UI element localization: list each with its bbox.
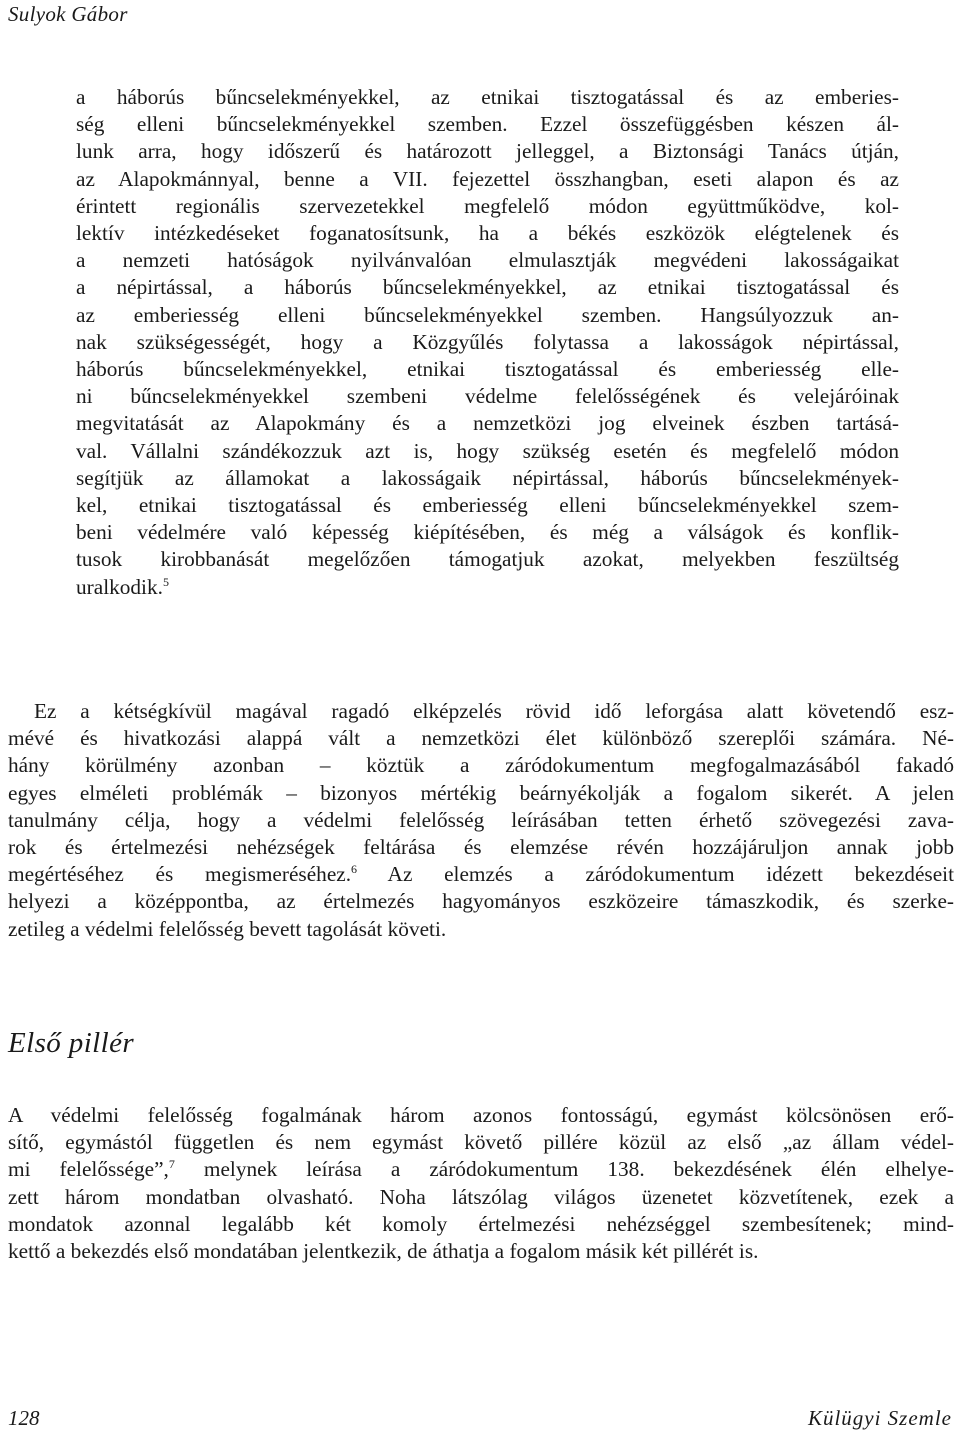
block-quote: [76, 84, 899, 601]
paragraph-line: rok és értelmezési nehézségek feltárása és elemzése révén hozzájáruljon annak jobb: [8, 835, 954, 860]
paragraph-line: tanulmány célja, hogy a védelmi felelősség leírásában tetten érhető szövegezési zava-: [8, 807, 954, 832]
quote-line: a nemzeti hatóságok nyilvánvalóan elmulasztják megvédeni lakosságaikat: [76, 248, 899, 273]
quote-line: a háborús bűncselekményekkel, az etnikai tisztogatással és az emberies-: [76, 85, 899, 109]
running-header-author: Sulyok Gábor: [8, 2, 128, 26]
paragraph-line: zett három mondatban olvasható. Noha látszólag világos üzenetet közvetítenek, ezek a: [8, 1184, 954, 1209]
page-number: 128: [8, 1406, 40, 1430]
paragraph-text: mi felelőssége”,: [8, 1157, 169, 1182]
quote-line: lektív intézkedéseket foganatosítsunk, ha a békés eszközök elégtelenek és: [76, 221, 899, 246]
paragraph-line: [8, 861, 954, 888]
paragraph-line: Ez a kétségkívül magával ragadó elképzelés rövid idő leforgása alatt követendő esz-: [34, 699, 954, 723]
paragraph-last-line: kettő a bekezdés első mondatában jelentkezik, de áthatja a fogalom másik két pillérét is.: [8, 1239, 759, 1264]
paragraph-line: hány körülmény azonban – köztük a záródokumentum megfogalmazásából fakadó: [8, 753, 954, 778]
quote-line: érintett regionális szervezetekkel megfelelő módon együttműködve, kol-: [76, 193, 899, 218]
quote-line: beni védelmére való képesség kiépítésében, és még a válságok és konflik-: [76, 520, 899, 545]
quote-last-line: [76, 574, 899, 601]
paragraph-line: [8, 1156, 954, 1183]
quote-line: val. Vállalni szándékozzuk azt is, hogy szükség esetén és megfelelő módon: [76, 438, 899, 463]
quote-line: kel, etnikai tisztogatással és emberiesség elleni bűncselekményekkel szem-: [76, 493, 899, 518]
quote-line: megvitatását az Alapokmány és a nemzetközi jog elveinek észben tartásá-: [76, 411, 899, 436]
paragraph-line: A védelmi felelősség fogalmának három azonos fontosságú, egymást kölcsönösen erő-: [8, 1103, 954, 1127]
paragraph-line: egyes elméleti problémák – bizonyos mértékig beárnyékolják a fogalom sikerét. A jelen: [8, 780, 954, 805]
quote-line: nak szükségességét, hogy a Közgyűlés folytassa a lakosságok népirtással,: [76, 329, 899, 354]
quote-line: lunk arra, hogy időszerű és határozott jelleggel, a Biztonsági Tanács útján,: [76, 139, 899, 164]
section-heading: Első pillér: [8, 1027, 135, 1059]
quote-line: háborús bűncselekményekkel, etnikai tisztogatással és emberiesség elle-: [76, 357, 899, 382]
quote-line: segítjük az államokat a lakosságaik népirtással, háborús bűncselekmények-: [76, 465, 899, 490]
quote-line: tusok kirobbanását megelőzően támogatjuk azokat, melyekben feszültség: [76, 547, 899, 572]
running-footer-journal: Külügyi Szemle: [807, 1406, 952, 1430]
quote-line: ni bűncselekményekkel szembeni védelme felelősségének és velejáróinak: [76, 384, 899, 409]
footnote-ref-6[interactable]: 6: [351, 862, 358, 877]
footnote-ref-5[interactable]: 5: [162, 574, 169, 589]
paragraph-text: melynek leírása a záródokumentum 138. bekezdésének élén elhelye-: [174, 1157, 954, 1182]
quote-last-text: uralkodik.: [76, 574, 163, 599]
body-paragraph-1: [8, 698, 954, 943]
paragraph-text: Az elemzés a záródokumentum idézett bekezdéseit: [357, 862, 954, 887]
quote-line: a népirtással, a háborús bűncselekményekkel, az etnikai tisztogatással és: [76, 275, 899, 300]
footnote-ref-7[interactable]: 7: [168, 1157, 175, 1172]
quote-line: ség elleni bűncselekményekkel szemben. Ezzel összefüggésben készen ál-: [76, 112, 899, 137]
paragraph-line: mévé és hivatkozási alappá vált a nemzetközi élet különböző szereplői számára. Né-: [8, 726, 954, 751]
paragraph-line: helyezi a középpontba, az értelmezés hagyományos eszközeire támaszkodik, és szerke-: [8, 889, 954, 914]
quote-line: az Alapokmánnyal, benne a VII. fejezettel összhangban, eseti alapon és az: [76, 166, 899, 191]
body-paragraph-2: [8, 1102, 954, 1265]
paragraph-text: megértéséhez és megismeréséhez.: [8, 862, 352, 887]
paragraph-line: mondatok azonnal legalább két komoly értelmezési nehézséggel szembesítenek; mind-: [8, 1211, 954, 1236]
paragraph-last-line: zetileg a védelmi felelősség bevett tagolását követi.: [8, 916, 447, 941]
quote-line: az emberiesség elleni bűncselekményekkel szemben. Hangsúlyozzuk an-: [76, 302, 899, 327]
paragraph-line: sítő, egymástól független és nem egymást követő pillére közül az első „az állam védel-: [8, 1130, 954, 1155]
